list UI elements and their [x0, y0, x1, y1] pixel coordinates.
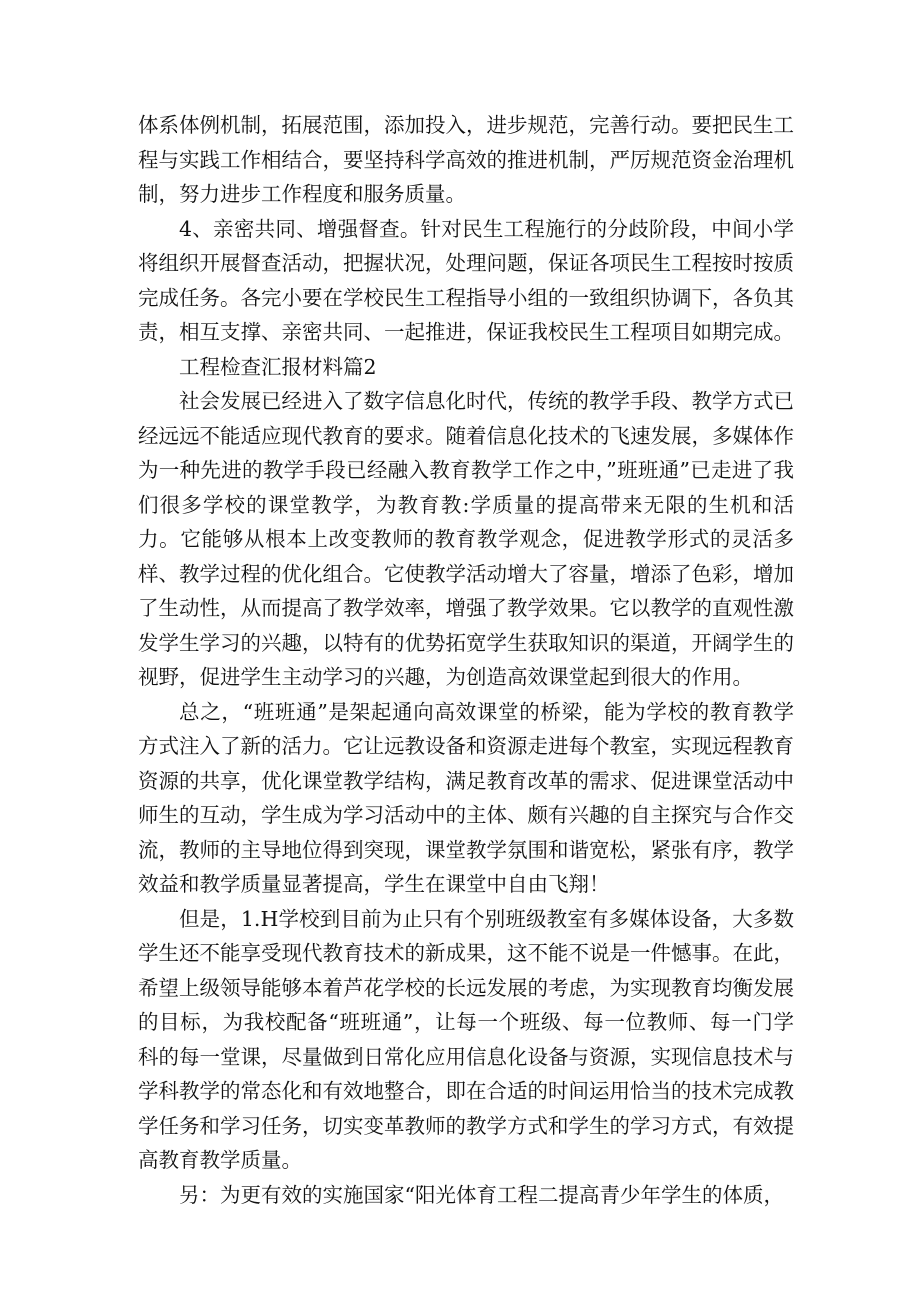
paragraph-sunshine-sports: 另：为更有效的实施国家“阳光体育工程二提高青少年学生的体质， [179, 1182, 784, 1207]
paragraph-summary: 总之，“班班通”是架起通向高效课堂的桥梁，能为学校的教育教学方式注入了新的活力。它让远教设备和资源走进每个教室，实现远程教育资源的共享，优化课堂教学结构，满足教育改革的需求、促进课堂活动中师生的互动，学生成为学习活动中的主体、颇有兴趣的自主探究与合作交流，教师的主导地位得到突现，课堂教学氛围和谐宽松，紧张有序，教学效益和教学质量显著提高，学生在课堂中自由飞翔！ [138, 699, 794, 896]
paragraph-supervision: 4、亲密共同、增强督查。针对民生工程施行的分歧阶段，中间小学将组织开展督查活动，把握状况，处理问题，保证各项民生工程按时按质完成任务。各完小要在学校民生工程指导小组的一致组织协调下，各负其责，相互支撑、亲密共同、一起推进，保证我校民生工程项目如期完成。 [138, 216, 794, 344]
paragraph-request: 但是，1.H学校到目前为止只有个别班级教室有多媒体设备，大多数学生还不能享受现代教育技术的新成果，这不能不说是一件憾事。在此，希望上级领导能够本着芦花学校的长远发展的考虑，为实现教育均衡发展的目标，为我校配备“班班通”，让每一个班级、每一位教师、每一门学科的每一堂课，尽量做到日常化应用信息化设备与资源，实现信息技术与学科教学的常态化和有效地整合，即在合适的时间运用恰当的技术完成教学任务和学习任务，切实变革教师的教学方式和学生的学习方式，有效提高教育教学质量。 [138, 906, 794, 1172]
paragraph-information-era: 社会发展已经进入了数字信息化时代，传统的教学手段、教学方式已经远远不能适应现代教育的要求。随着信息化技术的飞速发展，多媒体作为一种先进的教学手段已经融入教育教学工作之中，”班班通”已走进了我们很多学校的课堂教学，为教育教:学质量的提高带来无限的生机和活力。它能够从根本上改变教师的教育教学观念，促进教学形式的灵活多样、教学过程的优化组合。它使教学活动增大了容量，增添了色彩，增加了生动性，从而提高了教学效率，增强了教学效果。它以教学的直观性激发学生学习的兴趣，以特有的优势拓宽学生获取知识的渠道，开阔学生的视野，促进学生主动学习的兴趣，为创造高效课堂起到很大的作用。 [138, 389, 794, 689]
paragraph-continued-mechanism: 体系体例机制，拓展范围，添加投入，进步规范，完善行动。要把民生工程与实践工作相结合，要坚持科学高效的推进机制，严厉规范资金治理机制，努力进步工作程度和服务质量。 [138, 113, 794, 206]
document-page [138, 108, 794, 1212]
section-heading: 工程检查汇报材料篇2 [179, 354, 377, 379]
